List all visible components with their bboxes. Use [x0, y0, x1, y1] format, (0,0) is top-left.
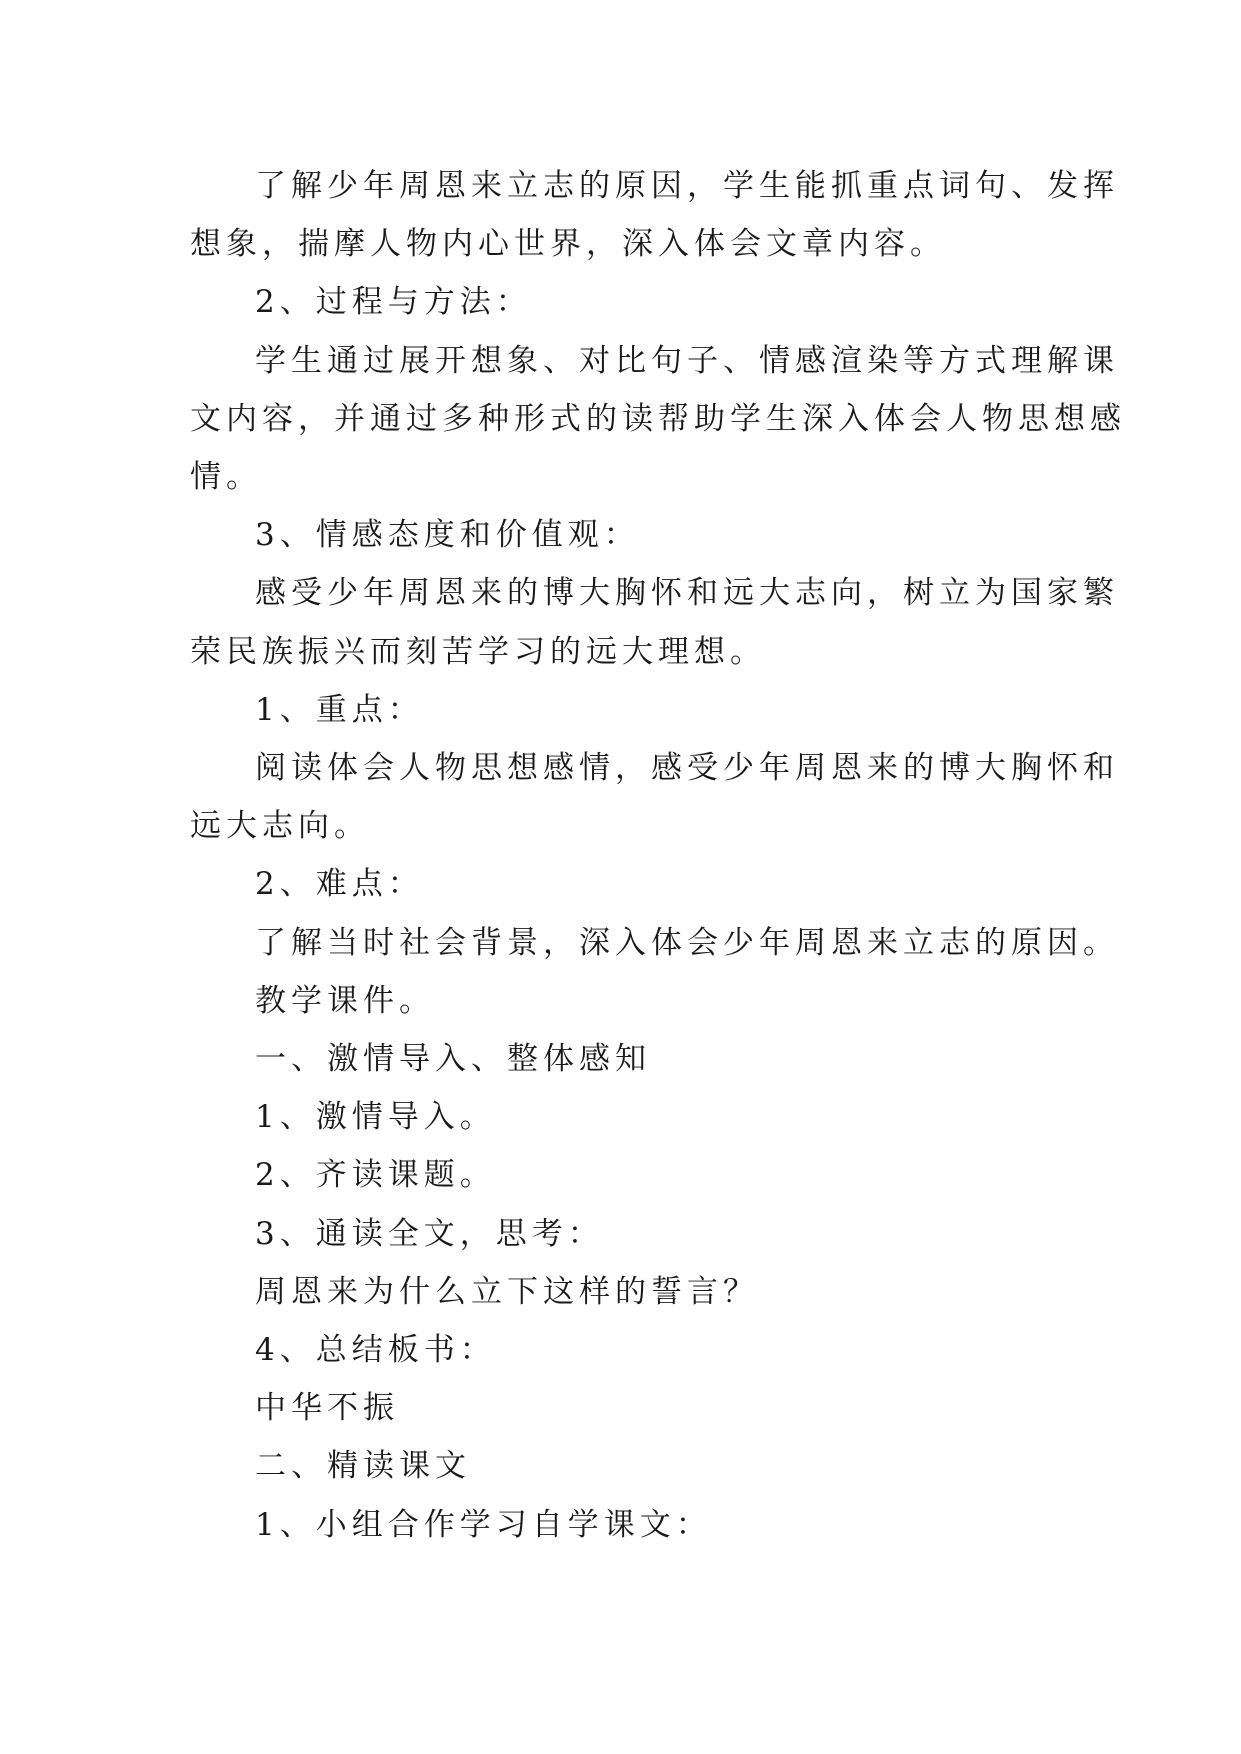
paragraph-line: 中华不振	[255, 1390, 399, 1426]
paragraph-line: 周恩来为什么立下这样的誓言？	[255, 1274, 759, 1310]
paragraph-line: 想象，揣摩人物内心世界，深入体会文章内容。	[190, 226, 946, 262]
section-heading: 1、重点：	[255, 692, 424, 728]
list-item: 2、齐读课题。	[255, 1157, 496, 1193]
paragraph-line: 阅读体会人物思想感情，感受少年周恩来的博大胸怀和	[255, 750, 1119, 786]
section-heading: 2、难点：	[255, 866, 424, 902]
section-heading: 二、精读课文	[255, 1448, 471, 1484]
paragraph-line: 教学课件。	[255, 983, 435, 1019]
section-heading: 一、激情导入、整体感知	[255, 1041, 651, 1077]
paragraph-line: 了解当时社会背景，深入体会少年周恩来立志的原因。	[255, 925, 1119, 961]
paragraph-line: 了解少年周恩来立志的原因，学生能抓重点词句、发挥	[255, 168, 1119, 204]
paragraph-line: 荣民族振兴而刻苦学习的远大理想。	[190, 634, 766, 670]
section-heading: 2、过程与方法：	[255, 284, 532, 320]
list-item: 1、激情导入。	[255, 1099, 496, 1135]
paragraph-line: 情。	[190, 459, 262, 495]
paragraph-line: 学生通过展开想象、对比句子、情感渲染等方式理解课	[255, 343, 1119, 379]
paragraph-line: 文内容，并通过多种形式的读帮助学生深入体会人物思想感	[190, 401, 1126, 437]
list-item: 1、小组合作学习自学课文：	[255, 1507, 712, 1543]
section-heading: 3、情感态度和价值观：	[255, 517, 640, 553]
list-item: 3、通读全文，思考：	[255, 1216, 604, 1252]
list-item: 4、总结板书：	[255, 1332, 496, 1368]
paragraph-line: 感受少年周恩来的博大胸怀和远大志向，树立为国家繁	[255, 575, 1119, 611]
paragraph-line: 远大志向。	[190, 808, 370, 844]
